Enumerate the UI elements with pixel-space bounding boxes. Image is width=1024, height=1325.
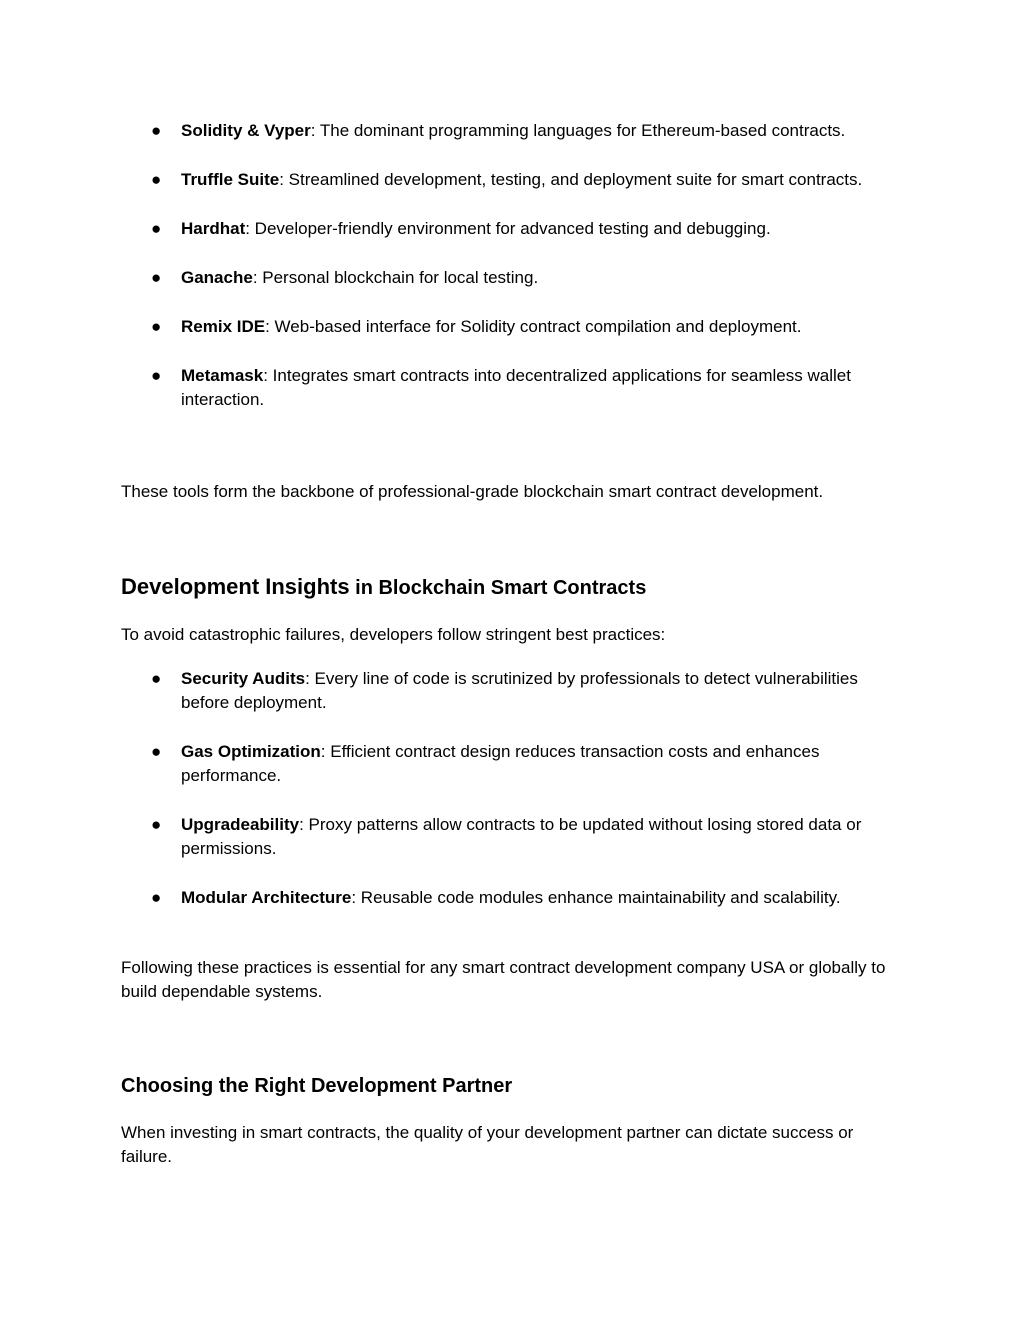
list-item <box>0 168 901 192</box>
tools-summary: These tools form the backbone of professional-grade blockchain smart contract development. <box>121 482 824 501</box>
bullet-icon: ● <box>151 219 162 238</box>
bullet-icon: ● <box>151 170 162 189</box>
list-item-text: : Proxy patterns allow contracts to be updated without losing stored data or permissions. <box>181 815 862 858</box>
list-item-text: : Every line of code is scrutinized by professionals to detect vulnerabilities before deployment. <box>181 669 858 712</box>
list-item-text: : Streamlined development, testing, and deployment suite for smart contracts. <box>279 170 863 189</box>
list-item-term: Security Audits <box>181 669 306 688</box>
insights-heading <box>121 573 646 602</box>
bullet-icon: ● <box>151 121 162 140</box>
list-item-term: Modular Architecture <box>181 888 352 907</box>
list-item <box>0 364 901 412</box>
list-item-term: Upgradeability <box>181 815 300 834</box>
bullet-icon: ● <box>151 815 162 834</box>
partner-intro: When investing in smart contracts, the quality of your development partner can dictate success or failure. <box>121 1123 854 1166</box>
insights-heading-rest: in Blockchain Smart Contracts <box>349 577 647 599</box>
practices-summary: Following these practices is essential for any smart contract development company USA or globally to build dependable systems. <box>121 958 886 1001</box>
tools-list <box>0 119 1024 412</box>
list-item <box>0 315 901 339</box>
list-item <box>0 667 901 715</box>
bullet-icon: ● <box>151 669 162 688</box>
list-item <box>0 740 901 788</box>
bullet-icon: ● <box>151 268 162 287</box>
list-item-text: : Integrates smart contracts into decentralized applications for seamless wallet interaction. <box>181 366 851 409</box>
practices-list <box>0 667 1024 910</box>
bullet-icon: ● <box>151 742 162 761</box>
list-item <box>0 813 901 861</box>
list-item-text: : Web-based interface for Solidity contract compilation and deployment. <box>265 317 802 336</box>
partner-heading: Choosing the Right Development Partner <box>121 1075 513 1097</box>
list-item-term: Remix IDE <box>181 317 266 336</box>
list-item-term: Gas Optimization <box>181 742 321 761</box>
list-item <box>0 266 901 290</box>
list-item-text: : The dominant programming languages for Ethereum-based contracts. <box>310 121 846 140</box>
list-item-term: Truffle Suite <box>181 170 280 189</box>
list-item-text: : Personal blockchain for local testing. <box>252 268 539 287</box>
bullet-icon: ● <box>151 366 162 385</box>
list-item-term: Solidity & Vyper <box>181 121 311 140</box>
list-item-text: : Reusable code modules enhance maintainability and scalability. <box>351 888 841 907</box>
list-item-term: Metamask <box>181 366 264 385</box>
bullet-icon: ● <box>151 888 162 907</box>
list-item <box>0 217 901 241</box>
list-item <box>0 886 901 910</box>
list-item <box>0 119 901 143</box>
list-item-text: : Developer-friendly environment for advanced testing and debugging. <box>245 219 771 238</box>
list-item-term: Hardhat <box>181 219 246 238</box>
insights-intro: To avoid catastrophic failures, developers follow stringent best practices: <box>121 625 666 644</box>
bullet-icon: ● <box>151 317 162 336</box>
list-item-term: Ganache <box>181 268 253 287</box>
insights-heading-main: Development Insights <box>121 574 350 599</box>
list-item-text: : Efficient contract design reduces transaction costs and enhances performance. <box>181 742 820 785</box>
